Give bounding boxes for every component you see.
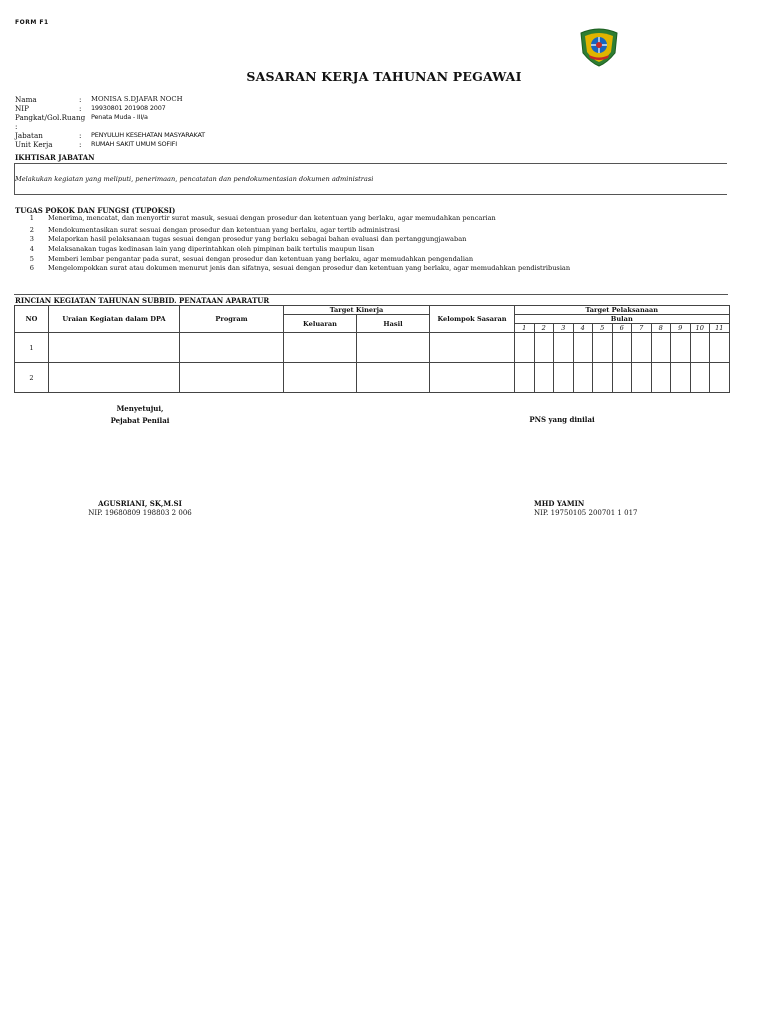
tupoksi-list — [15, 214, 570, 274]
cell-program[interactable] — [180, 333, 284, 363]
month-header: 1 — [515, 324, 535, 333]
cell-month[interactable] — [710, 333, 730, 363]
cell-month[interactable] — [632, 363, 652, 393]
info-value: MONISA S.DJAFAR NOCH — [91, 95, 183, 103]
tupoksi-label: TUGAS POKOK DAN FUNGSI (TUPOKSI) — [15, 206, 176, 215]
signature-right-heading — [500, 415, 624, 424]
header-target-pelaksanaan: Target Pelaksanaan — [515, 306, 730, 315]
info-label: Unit Kerja — [15, 140, 53, 150]
header-bulan: Bulan — [515, 315, 730, 324]
table-row — [15, 333, 730, 363]
ikhtisar-text: Melakukan kegiatan yang meliputi, penerimaan, pencatatan dan pendokumentasian dokumen administrasi — [15, 175, 374, 183]
header-no: NO — [15, 306, 49, 333]
cell-hasil[interactable] — [357, 333, 430, 363]
cell-hasil[interactable] — [357, 363, 430, 393]
cell-month[interactable] — [573, 333, 593, 363]
list-item — [15, 214, 570, 224]
info-row-pangkat — [15, 113, 205, 131]
row-number: 1 — [15, 333, 49, 363]
item-number: 5 — [29, 254, 34, 263]
list-item — [15, 255, 570, 265]
info-row-jabatan: Jabatan : PENYULUH KESEHATAN MASYARAKAT — [15, 131, 205, 141]
info-value: Penata Muda - III/a — [91, 113, 148, 122]
month-header: 3 — [554, 324, 574, 333]
rincian-table — [14, 305, 730, 393]
month-header: 9 — [671, 324, 691, 333]
list-item — [15, 245, 570, 255]
month-header: 4 — [573, 324, 593, 333]
approval-text: Menyetujui, — [116, 404, 164, 413]
item-text: Mengelompokkan surat atau dokumen menurut jenis dan sifatnya, sesuai dengan prosedur dan ketentuan yang berlaku, agar memudahkan pendistribusian — [48, 264, 571, 273]
cell-month[interactable] — [534, 363, 554, 393]
item-number: 1 — [29, 214, 34, 222]
cell-month[interactable] — [593, 333, 613, 363]
list-item — [15, 226, 570, 236]
list-item — [15, 264, 570, 274]
cell-month[interactable] — [515, 333, 535, 363]
cell-month[interactable] — [651, 333, 671, 363]
item-text: Menerima, mencatat, dan menyortir surat masuk, sesuai dengan prosedur dan ketentuan yang berlaku, agar memudahkan pencarian — [48, 214, 496, 222]
item-number: 3 — [29, 235, 34, 244]
cell-month[interactable] — [534, 333, 554, 363]
page-title: SASARAN KERJA TAHUNAN PEGAWAI — [246, 69, 522, 84]
header-uraian: Uraian Kegiatan dalam DPA — [49, 306, 180, 333]
table-row — [15, 363, 730, 393]
cell-month[interactable] — [671, 333, 691, 363]
info-row-nama: Nama : MONISA S.DJAFAR NOCH — [15, 95, 183, 104]
signature-left-heading — [80, 404, 200, 425]
cell-month[interactable] — [690, 333, 710, 363]
employee-info — [15, 95, 205, 150]
info-value: 19930801 201908 2007 — [91, 104, 166, 113]
assessor-title: Pejabat Penilai — [110, 416, 170, 425]
regional-government-crest-icon — [577, 27, 621, 67]
cell-month[interactable] — [554, 363, 574, 393]
cell-month[interactable] — [612, 333, 632, 363]
month-header: 5 — [593, 324, 613, 333]
cell-month[interactable] — [612, 363, 632, 393]
item-number: 4 — [29, 245, 34, 254]
assessor-nip: NIP. 19680809 198803 2 006 — [88, 509, 192, 517]
cell-kelompok[interactable] — [430, 333, 515, 363]
item-text: Melaporkan hasil pelaksanaan tugas sesuai dengan prosedur yang berlaku sebagai bahan evaluasi dan pertanggungjawaban — [48, 235, 467, 244]
ikhtisar-label: IKHTISAR JABATAN — [15, 153, 95, 162]
month-header: 11 — [710, 324, 730, 333]
item-text: Melaksanakan tugas kedinasan lain yang diperintahkan oleh pimpinan baik tertulis maupun lisan — [48, 245, 375, 254]
cell-month[interactable] — [632, 333, 652, 363]
header-kelompok-sasaran: Kelompok Sasaran — [430, 306, 515, 333]
item-text: Mendokumentasikan surat sesuai dengan prosedur dan ketentuan yang berlaku, agar tertib administrasi — [48, 225, 400, 234]
cell-uraian[interactable] — [49, 333, 180, 363]
assessee-title: PNS yang dinilai — [529, 415, 595, 424]
cell-month[interactable] — [515, 363, 535, 393]
cell-keluaran[interactable] — [284, 363, 357, 393]
signature-left-name-block — [60, 499, 220, 517]
signature-right-name-block — [534, 499, 637, 517]
item-number: 6 — [29, 264, 34, 273]
rincian-label: RINCIAN KEGIATAN TAHUNAN SUBBID. PENATAAN APARATUR — [15, 296, 270, 305]
info-label: Nama — [15, 95, 37, 104]
info-label: Pangkat/Gol.Ruang : — [15, 113, 86, 132]
month-header: 6 — [612, 324, 632, 333]
header-target-kinerja: Target Kinerja — [284, 306, 430, 315]
cell-program[interactable] — [180, 363, 284, 393]
header-hasil: Hasil — [357, 315, 430, 333]
assessee-nip: NIP. 19750105 200701 1 017 — [534, 509, 638, 517]
divider — [14, 294, 728, 295]
item-number: 2 — [29, 225, 34, 234]
info-row-unit-kerja: Unit Kerja : RUMAH SAKIT UMUM SOFIFI — [15, 140, 177, 150]
info-value: RUMAH SAKIT UMUM SOFIFI — [91, 140, 177, 149]
cell-month[interactable] — [690, 363, 710, 393]
cell-month[interactable] — [554, 333, 574, 363]
month-header: 10 — [690, 324, 710, 333]
form-code: FORM F1 — [15, 19, 49, 26]
assessor-name: AGUSRIANI, SK,M.SI — [98, 499, 182, 508]
cell-month[interactable] — [710, 363, 730, 393]
cell-kelompok[interactable] — [430, 363, 515, 393]
info-label: Jabatan — [15, 131, 43, 141]
list-item — [15, 235, 570, 245]
cell-month[interactable] — [593, 363, 613, 393]
cell-month[interactable] — [651, 363, 671, 393]
assessee-name: MHD YAMIN — [534, 499, 585, 508]
header-program: Program — [180, 306, 284, 333]
month-header: 2 — [534, 324, 554, 333]
month-header: 8 — [651, 324, 671, 333]
row-number: 2 — [15, 363, 49, 393]
month-header: 7 — [632, 324, 652, 333]
cell-month[interactable] — [573, 363, 593, 393]
info-row-nip: NIP : 19930801 201908 2007 — [15, 104, 166, 114]
cell-month[interactable] — [671, 363, 691, 393]
info-value: PENYULUH KESEHATAN MASYARAKAT — [91, 131, 205, 140]
item-text: Memberi lembar pengantar pada surat, sesuai dengan prosedur dan ketentuan yang berlaku, agar memudahkan pengendalian — [48, 254, 474, 263]
header-keluaran: Keluaran — [284, 315, 357, 333]
info-label: NIP — [15, 104, 29, 114]
cell-uraian[interactable] — [49, 363, 180, 393]
cell-keluaran[interactable] — [284, 333, 357, 363]
